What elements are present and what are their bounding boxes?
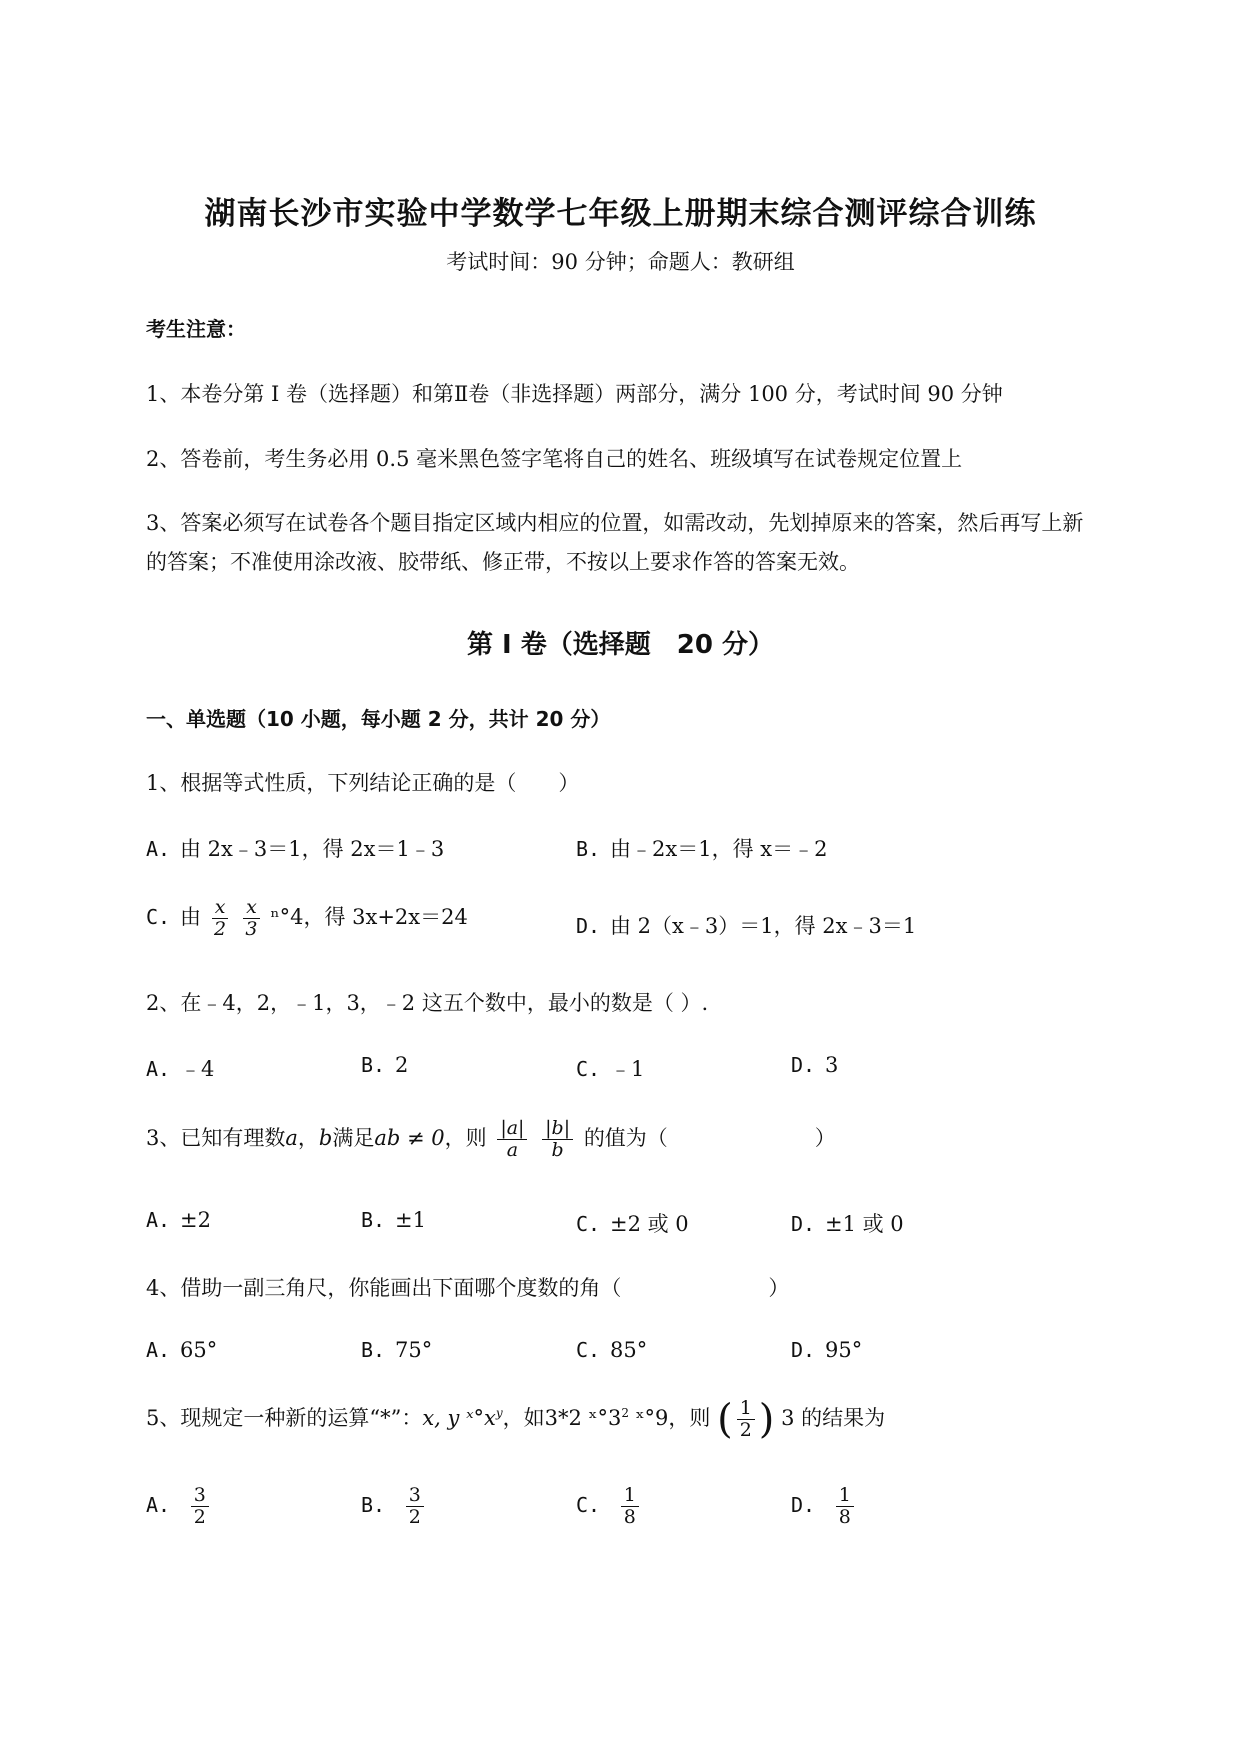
fraction-denominator: b (551, 1138, 564, 1161)
exam-info: 考试时间：90 分钟；命题人：教研组 (446, 250, 795, 274)
option-text: 65° (180, 1338, 218, 1362)
question-2-stem: 2、在﹣4，2，﹣1，3，﹣2 这五个数中，最小的数是（ ）. (146, 991, 709, 1015)
question-4-option-b[interactable] (361, 1338, 432, 1362)
question-3-option-a[interactable] (146, 1208, 211, 1232)
notice-heading: 考生注意： (146, 317, 246, 341)
question-2-option-b[interactable] (361, 1053, 408, 1077)
option-text: 75° (395, 1338, 433, 1362)
notice-item-1: 1、本卷分第 I 卷（选择题）和第Ⅱ卷（非选择题）两部分，满分 100 分，考试时间 90 分钟 (146, 382, 1003, 406)
question-5-option-c[interactable] (576, 1485, 643, 1528)
option-label: D. (576, 914, 601, 938)
stem-text: ˣ°9，则 (628, 1405, 711, 1430)
stem-text: 5、现规定一种新的运算“*”： (146, 1405, 423, 1430)
fraction-denominator: 2 (408, 1505, 421, 1528)
question-3-stem (146, 1118, 836, 1161)
variable-b: b (318, 1125, 333, 1150)
question-1-option-b[interactable] (576, 833, 827, 863)
notice-item-3-line-1: 3、答案必须写在试卷各个题目指定区域内相应的位置，如需改动，先划掉原来的答案，然后再写上新 (146, 511, 1084, 535)
notice-item-2: 2、答卷前，考生务必用 0.5 毫米黑色签字笔将自己的姓名、班级填写在试卷规定位置上 (146, 447, 963, 471)
question-5-option-a[interactable] (146, 1485, 213, 1528)
option-text: ±1 或 0 (825, 1212, 904, 1236)
option-text: ±2 或 0 (610, 1212, 689, 1236)
option-fraction (836, 1485, 854, 1528)
option-label: C. (576, 1212, 601, 1236)
option-label: D. (791, 1492, 816, 1517)
question-3-option-c[interactable] (576, 1208, 689, 1238)
part-title: 一、单选题（10 小题，每小题 2 分，共计 20 分） (146, 707, 611, 731)
question-5-stem (146, 1398, 885, 1441)
question-1-option-c[interactable] (146, 897, 468, 940)
option-text: ⁿ°4，得 3x+2x＝24 (270, 904, 468, 929)
option-label: A. (146, 1208, 171, 1232)
option-label: B. (576, 837, 601, 861)
option-label: B. (361, 1053, 386, 1077)
section-title: 第 I 卷（选择题 20 分） (466, 630, 774, 660)
option-label: A. (146, 1057, 171, 1081)
question-2-option-c[interactable] (576, 1053, 644, 1083)
fraction-abs-b-over-b (542, 1118, 573, 1161)
option-text: 2 (395, 1053, 409, 1077)
document-title: 湖南长沙市实验中学数学七年级上册期末综合测评综合训练 (204, 196, 1037, 232)
question-4-option-c[interactable] (576, 1338, 647, 1362)
fraction-numerator: |a| (497, 1118, 527, 1140)
option-label: B. (361, 1492, 386, 1517)
question-2-option-a[interactable] (146, 1053, 214, 1083)
stem-text: ，则 (444, 1125, 487, 1150)
fraction-denominator: 3 (245, 917, 258, 940)
question-5-option-b[interactable] (361, 1485, 428, 1528)
option-label: C. (576, 1338, 601, 1362)
option-label: C. (576, 1492, 601, 1517)
option-text: 95° (825, 1338, 863, 1362)
fraction-x-over-2 (212, 897, 229, 940)
question-3-option-d[interactable] (791, 1208, 904, 1238)
exponent: 2 (621, 1405, 629, 1420)
option-label: B. (361, 1338, 386, 1362)
option-label: A. (146, 1338, 171, 1362)
variable-a: a (285, 1125, 298, 1150)
option-label: D. (791, 1338, 816, 1362)
operation-definition: x, y ˣ°x (422, 1405, 496, 1430)
stem-text: 满足 (332, 1125, 375, 1150)
right-paren: ) (758, 1396, 775, 1443)
option-label: C. (576, 1057, 601, 1081)
left-paren: ( (717, 1396, 733, 1443)
option-text: ﹣1 (610, 1057, 645, 1081)
stem-text: 3 的结果为 (781, 1405, 886, 1430)
question-5-option-d[interactable] (791, 1485, 858, 1528)
fraction-denominator: 2 (739, 1418, 752, 1441)
option-label: A. (146, 1492, 171, 1517)
exponent: y (495, 1405, 503, 1420)
fraction-numerator: 1 (836, 1485, 854, 1507)
separator: ， (297, 1125, 319, 1150)
fraction-numerator: x (243, 897, 260, 919)
question-1-stem: 1、根据等式性质，下列结论正确的是（ ） (146, 771, 580, 795)
option-label: D. (791, 1053, 816, 1077)
stem-text: 的值为（ ） (583, 1125, 836, 1150)
option-text: 由 2x﹣3＝1，得 2x＝1﹣3 (180, 837, 445, 861)
fraction-denominator: 8 (623, 1505, 636, 1528)
option-label: D. (791, 1212, 816, 1236)
option-text: ﹣4 (180, 1057, 215, 1081)
fraction-x-over-3 (243, 897, 260, 940)
fraction-numerator: 3 (191, 1485, 209, 1507)
option-fraction (406, 1485, 424, 1528)
fraction-denominator: 2 (193, 1505, 206, 1528)
fraction-numerator: 1 (621, 1485, 639, 1507)
question-2-option-d[interactable] (791, 1053, 838, 1077)
fraction-numerator: x (212, 897, 229, 919)
question-3-option-b[interactable] (361, 1208, 426, 1232)
fraction-numerator: 1 (737, 1398, 755, 1420)
fraction-denominator: 8 (838, 1505, 851, 1528)
option-text: ±2 (180, 1208, 211, 1232)
fraction-abs-a-over-a (497, 1118, 527, 1161)
question-4-stem: 4、借助一副三角尺，你能画出下面哪个度数的角（ ） (146, 1276, 790, 1300)
question-4-option-d[interactable] (791, 1338, 862, 1362)
option-fraction (621, 1485, 639, 1528)
fraction-denominator: 2 (214, 917, 227, 940)
option-fraction (191, 1485, 209, 1528)
question-1-option-a[interactable] (146, 833, 444, 863)
fraction-denominator: a (506, 1138, 519, 1161)
stem-text: ，如3*2 ˣ°3 (502, 1405, 622, 1430)
fraction-one-half (737, 1398, 755, 1441)
option-text: 85° (610, 1338, 648, 1362)
option-prefix: 由 (180, 904, 201, 929)
option-text: 由 2（x﹣3）＝1，得 2x﹣3＝1 (610, 914, 917, 938)
fraction-numerator: |b| (542, 1118, 573, 1140)
option-text: ±1 (395, 1208, 426, 1232)
stem-text: 3、已知有理数 (146, 1125, 286, 1150)
option-text: 3 (825, 1053, 839, 1077)
option-label: A. (146, 837, 171, 861)
fraction-numerator: 3 (406, 1485, 424, 1507)
condition: ab ≠ 0 (374, 1125, 445, 1150)
option-label: B. (361, 1208, 386, 1232)
question-4-option-a[interactable] (146, 1338, 217, 1362)
option-text: 由﹣2x＝1，得 x＝﹣2 (610, 837, 828, 861)
option-label: C. (146, 904, 171, 929)
notice-item-3-line-2: 的答案；不准使用涂改液、胶带纸、修正带，不按以上要求作答的答案无效。 (146, 550, 860, 574)
question-1-option-d[interactable] (576, 910, 916, 940)
